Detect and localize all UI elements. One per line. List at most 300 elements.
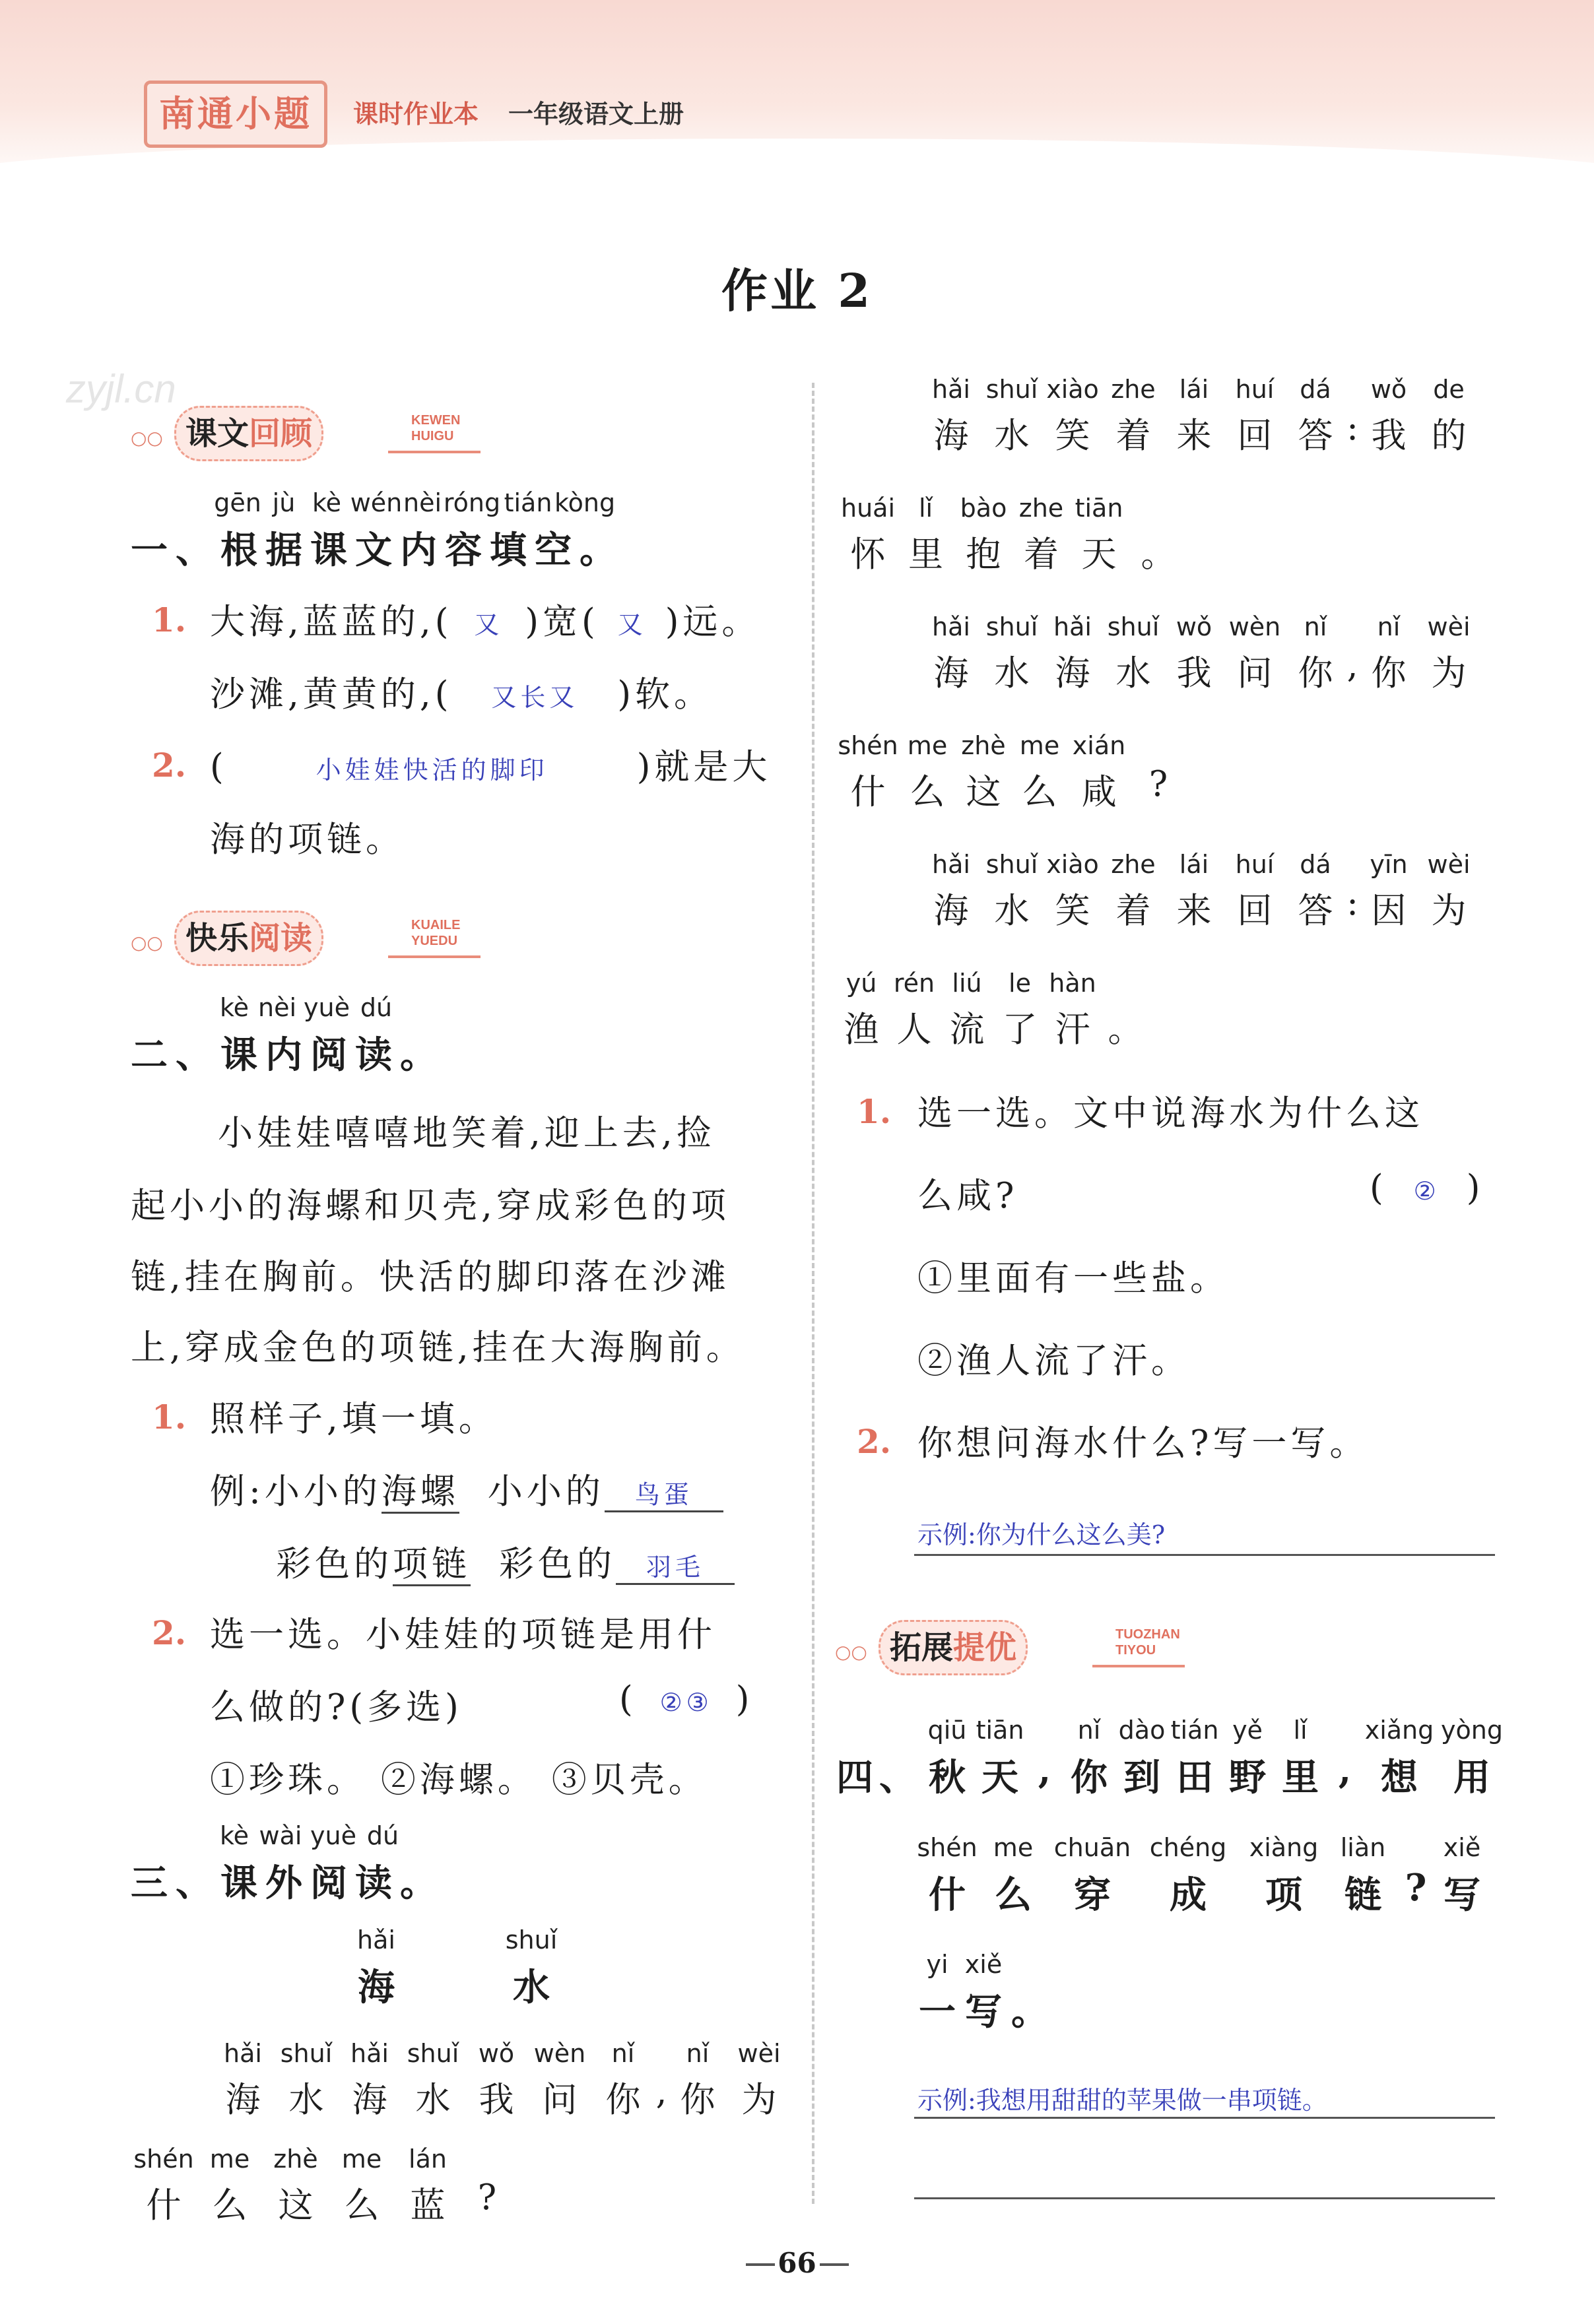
pinyin: yi [926, 1950, 948, 1979]
answer-blank[interactable]: ②③ [659, 1688, 713, 1717]
pinyin: hǎi [932, 850, 970, 879]
poem-char: 答 [1298, 416, 1333, 456]
poem-char: 我 [479, 2080, 514, 2120]
badge-reading [131, 911, 487, 963]
badge-text-2: 提优 [953, 1629, 1017, 1666]
heading-char: 课 [220, 1861, 265, 1905]
poem-char: 水 [994, 891, 1030, 931]
question-number: 2. [152, 1613, 187, 1652]
pinyin [655, 2039, 668, 2068]
section1-pinyin [211, 488, 614, 517]
poem-char: 水 [994, 416, 1030, 456]
heading-char: 想 [1381, 1756, 1418, 1799]
poem-char: 问 [1237, 653, 1273, 694]
answer-text[interactable]: 示例:我想用甜甜的苹果做一串项链。 [917, 2086, 1327, 2115]
pinyin: liú [952, 969, 982, 998]
option: ②渔人流了汗。 [917, 1341, 1190, 1381]
poem-line [835, 764, 1185, 814]
poem-char: 海 [1055, 653, 1090, 694]
poem-char: 么 [910, 772, 945, 812]
poem-char: 海 [225, 2080, 261, 2120]
heading-char: 空 [535, 529, 580, 572]
answer-paren [1370, 1168, 1484, 1208]
badge-circles: ○○ [131, 932, 163, 953]
question-text: )远。 [665, 602, 761, 642]
question-text: 么咸? [917, 1176, 1018, 1216]
poem-char: 流 [949, 1010, 985, 1050]
poem-char: 因 [1371, 891, 1407, 931]
pinyin: wǒ [1370, 375, 1407, 404]
question-text: 选一选。小娃娃的项链是用什 [210, 1615, 716, 1655]
pinyin: dá [1300, 375, 1331, 404]
poem-char: 这 [278, 2185, 314, 2226]
poem-char: ? [477, 2178, 497, 2218]
poem-char: 答 [1298, 891, 1333, 931]
pinyin: zhe [1018, 494, 1064, 523]
heading-char: 用 [1453, 1756, 1490, 1799]
heading-char: 文 [355, 529, 400, 572]
pinyin: nǐ [686, 2039, 710, 2068]
pinyin: nǐ [1077, 1716, 1101, 1745]
badge-text-1: 快乐 [185, 920, 249, 957]
passage-line: 起小小的海螺和贝壳,穿成彩色的项 [131, 1186, 730, 1226]
poem-char: , [1346, 645, 1358, 686]
poem-char: 天 [1081, 534, 1117, 575]
page-number: 66 [778, 2247, 816, 2279]
pinyin: huí [1235, 375, 1275, 404]
pinyin: wèi [737, 2039, 781, 2068]
heading-char: 、 [176, 1861, 220, 1905]
poem-title-pinyin [343, 1925, 568, 1954]
pinyin: liàn [1340, 1833, 1386, 1862]
pinyin: qiū [927, 1716, 967, 1745]
heading-char: 根 [220, 529, 265, 572]
s1-q2-line2: 海的项链。 [210, 820, 405, 860]
poem-char: 。 [1108, 1010, 1143, 1050]
pinyin: xiě [1443, 1833, 1481, 1862]
answer-blank[interactable]: 小娃娃快活的脚印 [315, 756, 548, 785]
question-text: )软。 [617, 674, 714, 715]
badge-text-1: 课文 [185, 415, 249, 452]
question-text: 你想问海水什么?写一写。 [917, 1423, 1369, 1464]
badge-extend [835, 1620, 1191, 1673]
badge-en-1: KUAILE [411, 918, 461, 932]
heading-char: 天 [981, 1756, 1018, 1799]
heading-char: 填 [490, 529, 535, 572]
pinyin: shuǐ [505, 1925, 558, 1954]
heading-char: 四 [836, 1756, 873, 1799]
pinyin: hǎi [1053, 612, 1092, 641]
answer-blank[interactable]: 羽毛 [616, 1547, 735, 1585]
pinyin: xiàng [1249, 1833, 1319, 1862]
heading-char: 。 [400, 1861, 445, 1905]
badge-underline [388, 451, 481, 453]
poem-line-pinyin [921, 375, 1479, 404]
question-text: )宽( [525, 602, 599, 642]
pinyin: xiào [1046, 850, 1099, 879]
question-number: 1. [857, 1092, 892, 1131]
poem-char: 渔 [844, 1010, 879, 1050]
heading-char: 。 [400, 1033, 445, 1077]
heading-char: 、 [176, 529, 220, 572]
pinyin: zhè [961, 731, 1006, 760]
poem-char: 来 [1176, 891, 1212, 931]
section4-pinyin-line3 [914, 1950, 1053, 1979]
answer-blank[interactable]: 又 [474, 610, 504, 639]
paren: ) [735, 1679, 754, 1720]
poem-char: 为 [1431, 653, 1467, 694]
poem-char: 你 [1371, 653, 1407, 694]
heading-char: 你 [1071, 1756, 1108, 1799]
section2-pinyin [215, 993, 399, 1022]
heading-char: 阅 [310, 1033, 355, 1077]
pinyin: wèi [1427, 612, 1471, 641]
heading-char: 、 [879, 1756, 916, 1799]
heading-char: 田 [1176, 1756, 1213, 1799]
pinyin: lán [409, 2145, 447, 2174]
poem-char: 回 [1237, 416, 1273, 456]
poem-char: 为 [1431, 891, 1467, 931]
badge-underline [388, 955, 481, 958]
pinyin: xiǎng [1364, 1716, 1434, 1745]
pinyin: shén [838, 731, 898, 760]
pinyin: lǐ [1293, 1716, 1308, 1745]
s2-q1-line2 [276, 1536, 735, 1586]
badge-en-1: KEWEN [411, 413, 461, 428]
pinyin: kòng [554, 488, 616, 517]
pinyin: dú [360, 993, 393, 1022]
heading-char: 成 [1170, 1873, 1207, 1917]
poem-char: 么 [212, 2185, 248, 2226]
pinyin: tián [1170, 1716, 1219, 1745]
pinyin: lǐ [918, 494, 933, 523]
heading-char: 内 [400, 529, 445, 572]
pinyin [1132, 494, 1185, 523]
pinyin: nèi [257, 993, 297, 1022]
poem-line-pinyin [835, 731, 1185, 760]
pinyin: gēn [214, 488, 261, 517]
poem-char: 你 [1298, 653, 1333, 694]
poem-char: 怀 [850, 534, 886, 575]
pinyin: wǒ [1176, 612, 1212, 641]
question-number: 1. [152, 600, 187, 639]
pinyin: wèn [1228, 612, 1281, 641]
pinyin: de [1433, 375, 1465, 404]
pinyin: tiān [1075, 494, 1123, 523]
poem-line [921, 645, 1479, 695]
badge-pill [174, 406, 323, 461]
poem-char: 么 [1022, 772, 1057, 812]
poem-char: 笑 [1055, 416, 1090, 456]
pinyin: rén [893, 969, 935, 998]
answer-text[interactable]: 示例:你为什么这么美? [917, 1520, 1166, 1549]
page-dash [820, 2263, 849, 2266]
heading-char: 、 [176, 1033, 220, 1077]
pinyin: chéng [1149, 1833, 1227, 1862]
poem-char: 咸 [1081, 772, 1117, 812]
pinyin: nǐ [1304, 612, 1327, 641]
section4-heading-line3 [914, 1983, 1053, 2036]
brand-logo: 南通小题 [144, 81, 327, 148]
pinyin: shuǐ [985, 850, 1038, 879]
s1-q2-line1 [210, 739, 771, 789]
heading-char: 阅 [310, 1861, 355, 1905]
pinyin: hǎi [932, 612, 970, 641]
passage-line: 上,穿成金色的项链,挂在大海胸前。 [131, 1328, 745, 1368]
question-number: 2. [857, 1422, 892, 1461]
badge-en-2: TIYOU [1115, 1643, 1156, 1658]
pinyin: kè [312, 488, 342, 517]
pinyin: zhe [1111, 375, 1156, 404]
heading-char: 写 [965, 1990, 1002, 2034]
pinyin: wǒ [478, 2039, 515, 2068]
question-text: 照样子,填一填。 [210, 1399, 498, 1439]
pinyin: jù [272, 488, 296, 517]
answer-blank[interactable]: 鸟蛋 [605, 1474, 723, 1512]
pinyin: me [993, 1833, 1034, 1862]
paren: ( [1370, 1168, 1387, 1208]
pinyin: yě [1232, 1716, 1263, 1745]
section3-pinyin [215, 1821, 406, 1850]
heading-char: 到 [1123, 1756, 1160, 1799]
poem-char: 汗 [1055, 1010, 1090, 1050]
answer-blank[interactable]: 又 [617, 610, 647, 639]
pinyin: shuǐ [407, 2039, 459, 2068]
question-text: 么做的?(多选) [210, 1687, 463, 1727]
answer-line [914, 2117, 1495, 2119]
answer-paren [619, 1679, 753, 1720]
pinyin: lái [1179, 850, 1209, 879]
heading-char: 什 [929, 1873, 966, 1917]
heading-char: 。 [580, 529, 624, 572]
pinyin [1026, 1716, 1063, 1745]
poem-char: 人 [896, 1010, 932, 1050]
badge-en [411, 412, 460, 444]
poem-char: 这 [966, 772, 1001, 812]
heading-char: , [1338, 1749, 1352, 1792]
question-text: )就是大 [636, 747, 772, 787]
badge-en-1: TUOZHAN [1115, 1627, 1180, 1642]
poem-char: 问 [542, 2080, 578, 2120]
poem-char: 水 [288, 2080, 324, 2120]
poem-char: 着 [1115, 416, 1151, 456]
heading-char: 外 [265, 1861, 310, 1905]
pinyin: le [1009, 969, 1031, 998]
pinyin: dào [1118, 1716, 1166, 1745]
poem-char: 你 [680, 2080, 715, 2120]
pinyin: shén [133, 2145, 194, 2174]
badge-pill [174, 911, 323, 966]
answer-line [914, 2197, 1495, 2199]
pinyin: róng [443, 488, 501, 517]
pinyin [1099, 969, 1152, 998]
options: ①珍珠。 ②海螺。 ③贝壳。 [210, 1760, 708, 1800]
s1-q1-line2 [210, 666, 713, 717]
pinyin: yuè [310, 1821, 356, 1850]
pinyin: shén [917, 1833, 978, 1862]
poem-char: ? [1148, 764, 1168, 804]
heading-char: ? [1405, 1866, 1427, 1910]
poem-line-pinyin [835, 494, 1185, 523]
badge-en [1115, 1627, 1180, 1658]
pinyin [1396, 1833, 1436, 1862]
answer-blank[interactable]: 又长又 [491, 683, 579, 712]
poem-line [131, 2178, 514, 2228]
badge-text-2: 阅读 [249, 920, 313, 957]
badge-text-2: 回顾 [249, 415, 313, 452]
pinyin: xiě [964, 1950, 1003, 1979]
pinyin: hàn [1049, 969, 1096, 998]
poem-char: 么 [344, 2185, 380, 2226]
pinyin: yuè [304, 993, 350, 1022]
heading-char: 读 [355, 1861, 400, 1905]
pinyin: zhe [1111, 850, 1156, 879]
heading-char: 项 [1265, 1873, 1302, 1917]
poem-line [835, 1002, 1152, 1052]
pinyin: hǎi [224, 2039, 262, 2068]
poem-char: 回 [1237, 891, 1273, 931]
heading-char: 内 [265, 1033, 310, 1077]
poem-char: 蓝 [410, 2185, 446, 2226]
s2-q1-example [210, 1464, 723, 1514]
section2-heading [131, 1026, 445, 1079]
section4-heading-line1 [835, 1749, 1508, 1801]
header-curve [0, 139, 1594, 218]
pinyin: hǎi [357, 1925, 395, 1954]
pinyin: shuǐ [1107, 612, 1160, 641]
badge-en [411, 917, 460, 949]
answer-line [914, 1554, 1495, 1556]
pinyin: zhè [273, 2145, 318, 2174]
badge-en-2: YUEDU [411, 934, 458, 948]
heading-char: 链 [1345, 1873, 1381, 1917]
poem-title [343, 1958, 568, 2011]
heading-char: 一 [919, 1990, 956, 2034]
heading-char: 秋 [929, 1756, 966, 1799]
heading-char: 么 [995, 1873, 1032, 1917]
question-number: 2. [152, 746, 187, 785]
heading-char: 。 [1011, 1990, 1048, 2034]
pinyin [835, 1716, 921, 1745]
poem-char: 海 [352, 2080, 387, 2120]
poem-char: 来 [1176, 416, 1212, 456]
pinyin: me [907, 731, 948, 760]
badge-circles: ○○ [131, 427, 163, 449]
pinyin: lái [1179, 375, 1209, 404]
badge-text-1: 拓展 [890, 1629, 954, 1666]
pinyin: tiān [976, 1716, 1024, 1745]
question-number: 1. [152, 1398, 187, 1436]
pinyin: yòng [1441, 1716, 1503, 1745]
question-text: 小小的 [487, 1471, 605, 1512]
example-word: 项链 [393, 1544, 471, 1586]
pinyin: kè [219, 1821, 249, 1850]
section3-heading [131, 1854, 445, 1907]
paren: ( [619, 1679, 637, 1720]
pinyin: shuǐ [985, 612, 1038, 641]
section4-heading-line2 [914, 1866, 1488, 1919]
poem-line [921, 408, 1479, 458]
poem-char: 笑 [1055, 891, 1090, 931]
passage-line: 小娃娃嘻嘻地笑着,迎上去,捡 [218, 1113, 715, 1153]
pinyin: wèn [533, 2039, 586, 2068]
poem-char: 着 [1024, 534, 1059, 575]
badge-en-2: HUIGU [411, 429, 454, 443]
heading-char: 穿 [1074, 1873, 1111, 1917]
pinyin [1346, 612, 1359, 641]
poem-char: 我 [1371, 416, 1407, 456]
paren: ) [1466, 1168, 1484, 1208]
poem-line [835, 527, 1185, 577]
question-text: 大海,蓝蓝的,( [210, 602, 453, 642]
heading-char: 容 [445, 529, 490, 572]
pinyin: nèi [403, 488, 442, 517]
poem-line-pinyin [131, 2145, 514, 2174]
poem-char: 水 [415, 2080, 451, 2120]
poem-char: 什 [850, 772, 886, 812]
badge-circles: ○○ [835, 1641, 867, 1663]
answer-blank[interactable]: ② [1413, 1177, 1440, 1206]
poem-char: 的 [1431, 416, 1467, 456]
pinyin: me [209, 2145, 250, 2174]
pinyin: xián [1072, 731, 1126, 760]
poem-char: 什 [146, 2185, 182, 2226]
s1-q1-line1 [210, 594, 760, 644]
pinyin [1346, 375, 1359, 404]
poem-char: 为 [741, 2080, 777, 2120]
poem-char: 海 [933, 416, 969, 456]
heading-char: 二 [131, 1033, 176, 1077]
question-text: 选一选。文中说海水为什么这 [917, 1093, 1424, 1134]
poem-char: 水 [1115, 653, 1151, 694]
page-title: 作业 2 [721, 263, 873, 318]
passage-line: 链,挂在胸前。快活的脚印落在沙滩 [131, 1257, 730, 1297]
poem-line [921, 883, 1479, 933]
heading-char: 写 [1444, 1873, 1480, 1917]
pinyin: dá [1300, 850, 1331, 879]
poem-char: , [655, 2072, 667, 2112]
pinyin [1132, 731, 1185, 760]
pinyin: xiào [1046, 375, 1099, 404]
poem-char: 。 [1141, 534, 1176, 575]
heading-char: 课 [310, 529, 355, 572]
poem-char: : [1346, 883, 1358, 923]
question-text: 沙滩,黄黄的,( [210, 674, 453, 715]
badge-underline [1092, 1665, 1185, 1667]
section4-pinyin-line1 [835, 1716, 1508, 1745]
pinyin: nǐ [611, 2039, 635, 2068]
pinyin: chuān [1053, 1833, 1131, 1862]
heading-char: 据 [265, 529, 310, 572]
pinyin: me [341, 2145, 382, 2174]
question-text: 彩色的 [498, 1544, 616, 1584]
pinyin: shuǐ [280, 2039, 333, 2068]
pinyin: hǎi [932, 375, 970, 404]
pinyin [1346, 850, 1359, 879]
badge-pill [879, 1620, 1028, 1675]
heading-char: 里 [1282, 1756, 1319, 1799]
section1-heading [131, 521, 624, 574]
poem-title-char: 水 [513, 1966, 550, 2009]
pinyin: wén [350, 488, 403, 517]
pinyin [1327, 1716, 1363, 1745]
pinyin: huái [840, 494, 895, 523]
heading-char: 野 [1229, 1756, 1266, 1799]
pinyin: bào [960, 494, 1007, 523]
brand-subtitle: 课时作业本 [353, 99, 479, 129]
question-text: ( [210, 747, 228, 787]
watermark: zyjl.cn [66, 367, 176, 411]
